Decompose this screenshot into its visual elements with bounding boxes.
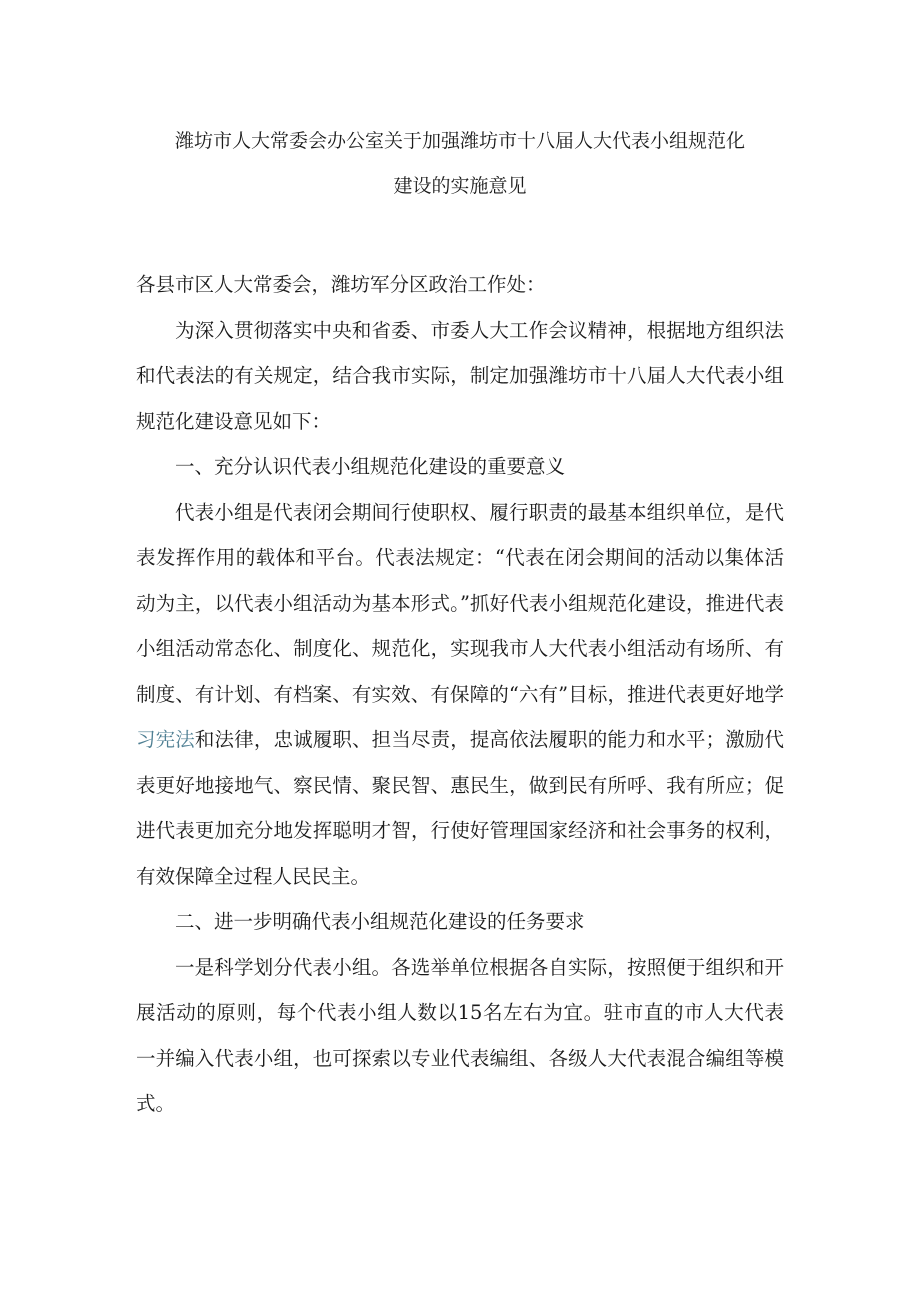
section1-heading: 一、充分认识代表小组规范化建设的重要意义 (175, 455, 566, 478)
intro-paragraph: 为深入贯彻落实中央和省委、市委人大工作会议精神，根据地方组织法和代表法的有关规定，结合我市实际，制定加强潍坊市十八届人大代表小组规范化建设意见如下： (136, 318, 784, 433)
section2-heading: 二、进一步明确代表小组规范化建设的任务要求 (175, 910, 585, 933)
document-title-line2: 建设的实施意见 (393, 175, 527, 197)
document-title-line1: 潍坊市人大常委会办公室关于加强潍坊市十八届人大代表小组规范化 (174, 130, 745, 152)
section1-text-after-link: 和法律，忠诚履职、担当尽责，提高依法履职的能力和水平；激励代表更好地接地气、察民情、聚民智、惠民生，做到民有所呼、我有所应；促进代表更加充分地发挥聪明才智，行使好管理国家经济和社会事务的权利，有效保障全过程人民民主。 (136, 728, 784, 888)
constitution-link[interactable]: 习宪法 (136, 728, 195, 751)
section1-paragraph (136, 490, 784, 900)
document-body (136, 262, 784, 1127)
salutation: 各县市区人大常委会，潍坊军分区政治工作处： (136, 273, 546, 296)
section2-paragraph1: 一是科学划分代表小组。各选举单位根据各自实际，按照便于组织和开展活动的原则，每个代表小组人数以15名左右为宜。驻市直的市人大代表一并编入代表小组，也可探索以专业代表编组、各级人大代表混合编组等模式。 (136, 955, 784, 1115)
section1-text-before-link: 代表小组是代表闭会期间行使职权、履行职责的最基本组织单位，是代表发挥作用的载体和平台。代表法规定：“代表在闭会期间的活动以集体活动为主，以代表小组活动为基本形式。”抓好代表小组规范化建设，推进代表小组活动常态化、制度化、规范化，实现我市人大代表小组活动有场所、有制度、有计划、有档案、有实效、有保障的“六有”目标，推进代表更好地学 (136, 500, 784, 706)
